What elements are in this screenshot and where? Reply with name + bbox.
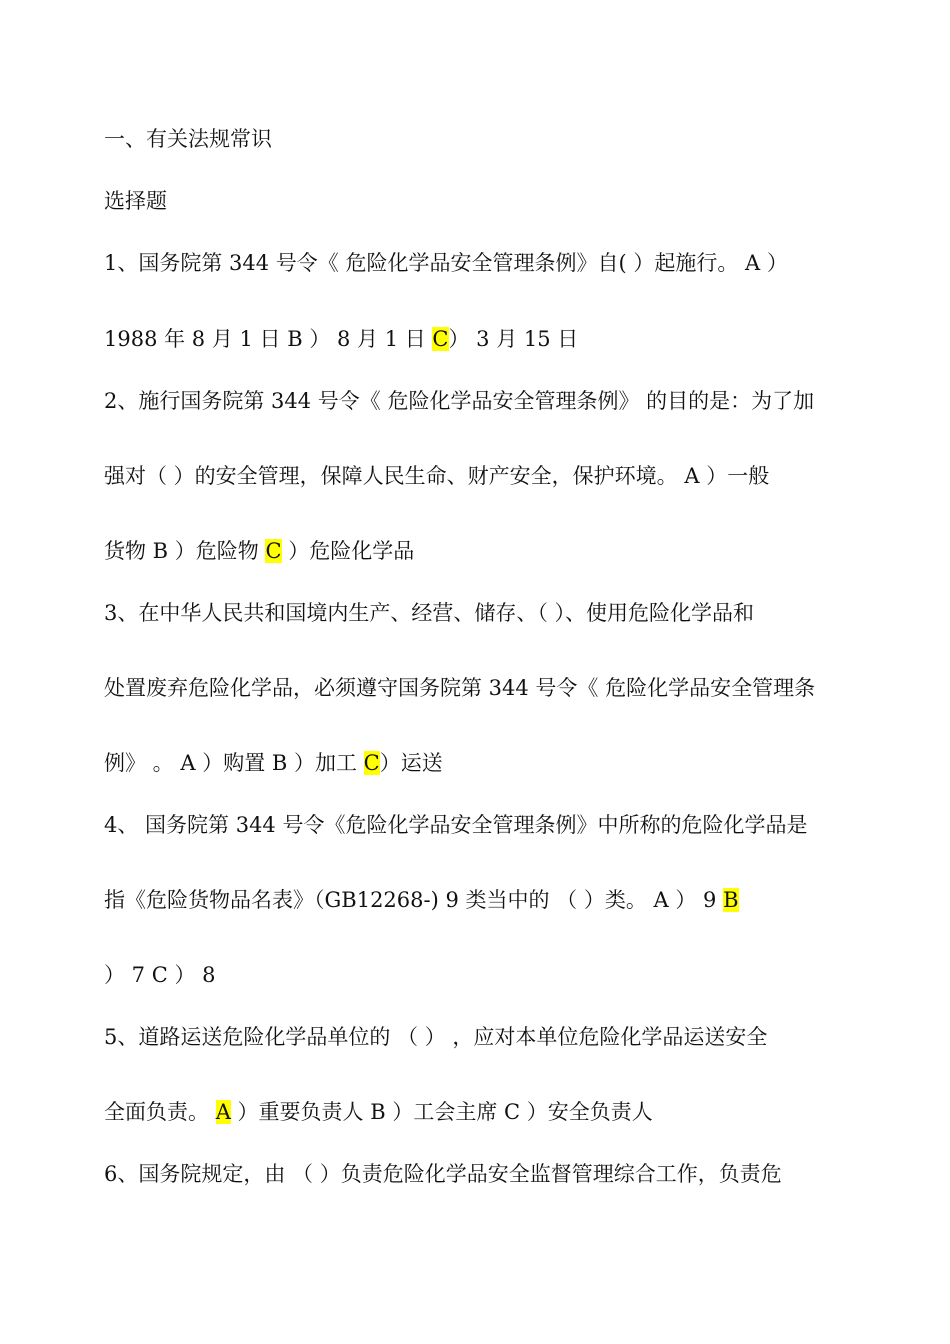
text-segment: 4、 国务院第 344 号令《危险化学品安全管理条例》中所称的危险化学品是 bbox=[104, 813, 808, 837]
text-line bbox=[104, 673, 864, 703]
text-segment: 5、道路运送危险化学品单位的 （ ） ，应对本单位危险化学品运送安全 bbox=[104, 1025, 768, 1049]
highlighted-answer: B bbox=[723, 888, 739, 912]
text-line bbox=[104, 536, 864, 566]
subsection-heading: 选择题 bbox=[104, 189, 167, 213]
text-segment: ）运送 bbox=[379, 751, 443, 775]
text-line bbox=[104, 1159, 864, 1189]
text-segment: 2、施行国务院第 344 号令《 危险化学品安全管理条例》 的目的是：为了加 bbox=[104, 389, 815, 413]
text-segment: ） 3 月 15 日 bbox=[448, 327, 579, 351]
text-segment: 指《危险货物品名表》（GB12268-) 9 类当中的 （ ）类。 A ） 9 bbox=[104, 888, 724, 912]
text-line bbox=[104, 598, 864, 628]
text-segment: 1、国务院第 344 号令《 危险化学品安全管理条例》自( ）起施行。 A ） bbox=[104, 251, 788, 275]
text-line bbox=[104, 810, 864, 840]
text-segment: 1988 年 8 月 1 日 B ） 8 月 1 日 bbox=[104, 327, 433, 351]
text-line bbox=[104, 386, 864, 416]
text-line bbox=[104, 960, 864, 990]
text-segment: 6、国务院规定，由 （ ）负责危险化学品安全监督管理综合工作，负责危 bbox=[104, 1162, 782, 1186]
text-segment: 例》 。 A ）购置 B ）加工 bbox=[104, 751, 364, 775]
text-line bbox=[104, 1097, 864, 1127]
text-segment: ）危险化学品 bbox=[281, 539, 415, 563]
text-segment: 全面负责。 bbox=[104, 1100, 216, 1124]
text-line bbox=[104, 248, 864, 278]
text-segment: 3、在中华人民共和国境内生产、经营、储存、（ ）、使用危险化学品和 bbox=[104, 601, 755, 625]
highlighted-answer: C bbox=[265, 539, 282, 563]
highlighted-answer: C bbox=[363, 751, 380, 775]
section-heading: 一、有关法规常识 bbox=[104, 127, 272, 151]
text-line bbox=[104, 1022, 864, 1052]
text-segment: 货物 B ）危险物 bbox=[104, 539, 266, 563]
text-segment: 处置废弃危险化学品，必须遵守国务院第 344 号令《 危险化学品安全管理条 bbox=[104, 676, 816, 700]
text-segment: ）重要负责人 B ）工会主席 C ）安全负责人 bbox=[230, 1100, 653, 1124]
text-line bbox=[104, 885, 864, 915]
text-line bbox=[104, 324, 864, 354]
highlighted-answer: C bbox=[432, 327, 449, 351]
text-line bbox=[104, 748, 864, 778]
text-segment: 强对（ ）的安全管理，保障人民生命、财产安全，保护环境。 A ）一般 bbox=[104, 464, 770, 488]
highlighted-answer: A bbox=[215, 1100, 231, 1124]
text-line bbox=[104, 461, 864, 491]
text-segment: ） 7 C ） 8 bbox=[104, 963, 216, 987]
